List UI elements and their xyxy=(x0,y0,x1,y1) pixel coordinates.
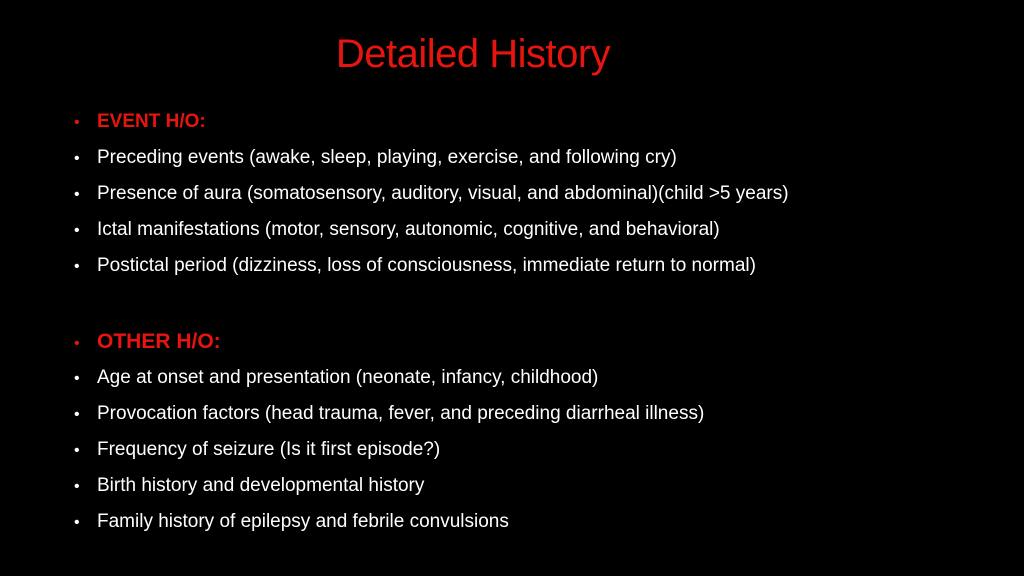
list-item xyxy=(74,360,704,396)
list-item-text: Birth history and developmental history xyxy=(97,475,425,496)
list-item xyxy=(74,176,789,212)
list-item xyxy=(74,468,704,504)
list-item xyxy=(74,140,789,176)
list-item-text: Family history of epilepsy and febrile convulsions xyxy=(97,511,509,532)
list-item xyxy=(74,396,704,432)
bullet-icon: • xyxy=(74,114,80,131)
event-history-heading-label: EVENT H/O: xyxy=(97,111,206,132)
bullet-icon: • xyxy=(74,222,80,239)
other-history-heading-label: OTHER H/O: xyxy=(97,330,221,353)
event-history-heading xyxy=(74,104,789,140)
bullet-icon: • xyxy=(74,478,80,495)
list-item xyxy=(74,504,704,540)
bullet-icon: • xyxy=(74,258,80,275)
bullet-icon: • xyxy=(74,406,80,423)
other-history-list xyxy=(74,324,704,540)
list-item-text: Preceding events (awake, sleep, playing, exercise, and following cry) xyxy=(97,147,677,168)
event-history-list xyxy=(74,104,789,284)
list-item xyxy=(74,248,789,284)
list-item xyxy=(74,432,704,468)
list-item-text: Presence of aura (somatosensory, auditory, visual, and abdominal)(child >5 years) xyxy=(97,183,789,204)
bullet-icon: • xyxy=(74,370,80,387)
bullet-icon: • xyxy=(74,442,80,459)
list-item-text: Frequency of seizure (Is it first episode?) xyxy=(97,439,441,460)
bullet-icon: • xyxy=(74,335,80,352)
other-history-heading xyxy=(74,324,704,360)
list-item-text: Ictal manifestations (motor, sensory, autonomic, cognitive, and behavioral) xyxy=(97,219,720,240)
slide-title: Detailed History xyxy=(335,32,611,76)
list-item-text: Provocation factors (head trauma, fever, and preceding diarrheal illness) xyxy=(97,403,705,424)
bullet-icon: • xyxy=(74,514,80,531)
list-item xyxy=(74,212,789,248)
list-item-text: Age at onset and presentation (neonate, infancy, childhood) xyxy=(97,367,599,388)
list-item-text: Postictal period (dizziness, loss of consciousness, immediate return to normal) xyxy=(97,255,756,276)
bullet-icon: • xyxy=(74,186,80,203)
bullet-icon: • xyxy=(74,150,80,167)
